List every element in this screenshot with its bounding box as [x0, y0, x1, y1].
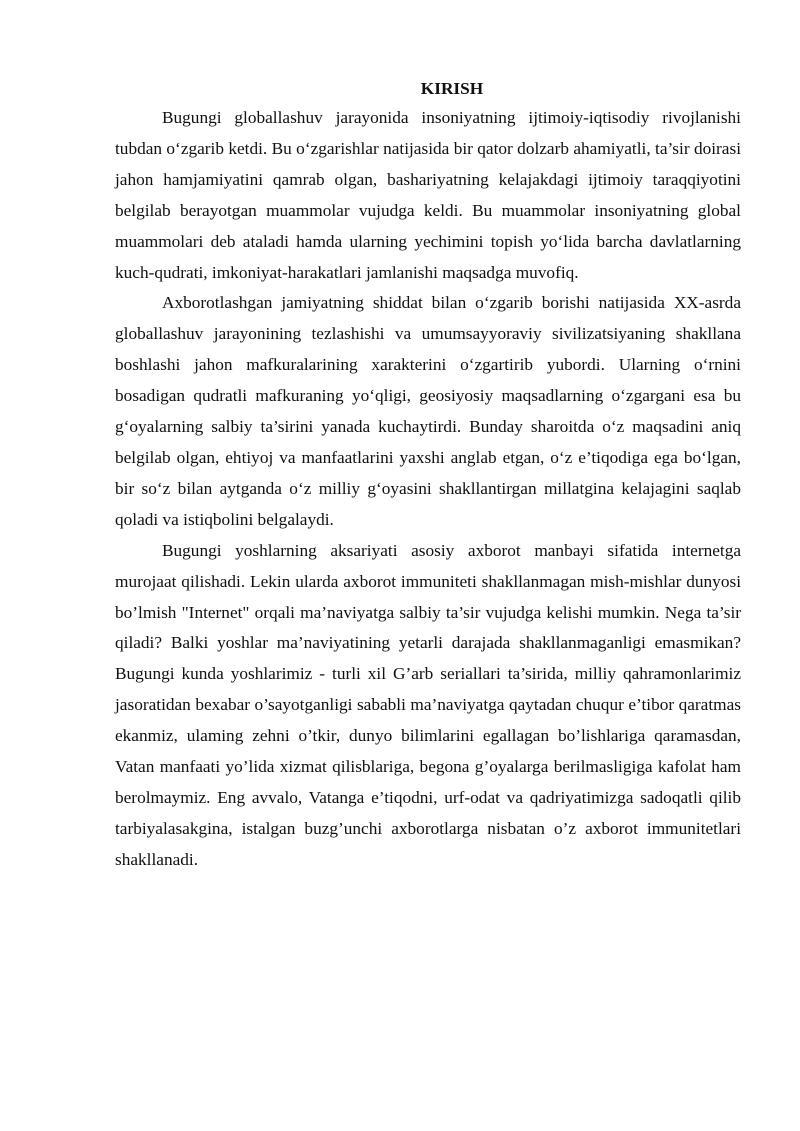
paragraph-1: Bugungi globallashuv jarayonida insoniyatning ijtimoiy-iqtisodiy rivojlanishi tubdan o‘zgarib ketdi. Bu o‘zgarishlar natijasida bir qator dolzarb ahamiyatli, ta’sir doirasi jahon hamjamiyatini qamrab olgan, bashariyatning kelajakdagi ijtimoiy taraqqiyotini belgilab berayotgan muammolar vujudga keldi. Bu muammolar insoniyatning global muammolari deb ataladi hamda ularning yechimini topish yo‘lida barcha davlatlarning kuch-qudrati, imkoniyat-harakatlari jamlanishi maqsadga muvofiq.	[115, 108, 741, 282]
document-title: KIRISH	[420, 79, 484, 98]
document-body	[115, 74, 741, 876]
paragraph-2: Axborotlashgan jamiyatning shiddat bilan o‘zgarib borishi natijasida XX-asrda globallashuv jarayonining tezlashishi va umumsayyoraviy sivilizatsiyaning shakllana boshlashi jahon mafkuralarining xarakterini o‘zgartirib yubordi. Ularning o‘rnini bosadigan qudratli mafkuraning yo‘qligi, geosiyosiy maqsadlarning o‘zgargani esa bu g‘oyalarning salbiy ta’sirini yanada kuchaytirdi. Bunday sharoitda o‘z maqsadini aniq belgilab olgan, ehtiyoj va manfaatlarini yaxshi anglab etgan, o‘z e’tiqodiga ega bo‘lgan, bir so‘z bilan aytganda o‘z milliy g‘oyasini shakllantirgan millatgina kelajagini saqlab qoladi va istiqbolini belgalaydi.	[115, 293, 741, 529]
paragraph-3: Bugungi yoshlarning aksariyati asosiy axborot manbayi sifatida internetga murojaat qilishadi. Lekin ularda axborot immuniteti shakllanmagan mish-mishlar dunyosi bo’lmish "Internet" orqali ma’naviyatga salbiy ta’sir vujudga kelishi mumkin. Nega ta’sir qiladi? Balki yoshlar ma’naviyatining yetarli darajada shakllanmaganligi emasmikan? Bugungi kunda yoshlarimiz - turli xil G’arb seriallari ta’sirida, milliy qahramonlarimiz jasoratidan bexabar o’sayotganligi sababli ma’naviyatga qaytadan chuqur e’tibor qaratmas ekanmiz, ulaming zehni o’tkir, dunyo bilimlarini egallagan bo’lishlariga qaramasdan, Vatan manfaati yo’lida xizmat qilisblariga, begona g’oyalarga berilmasligiga kafolat ham berolmaymiz. Eng avvalo, Vatanga e’tiqodni, urf-odat va qadriyatimizga sadoqatli qilib tarbiyalasakgina, istalgan buzg’unchi axborotlarga nisbatan o’z axborot immunitetlari shakllanadi.	[115, 540, 741, 869]
